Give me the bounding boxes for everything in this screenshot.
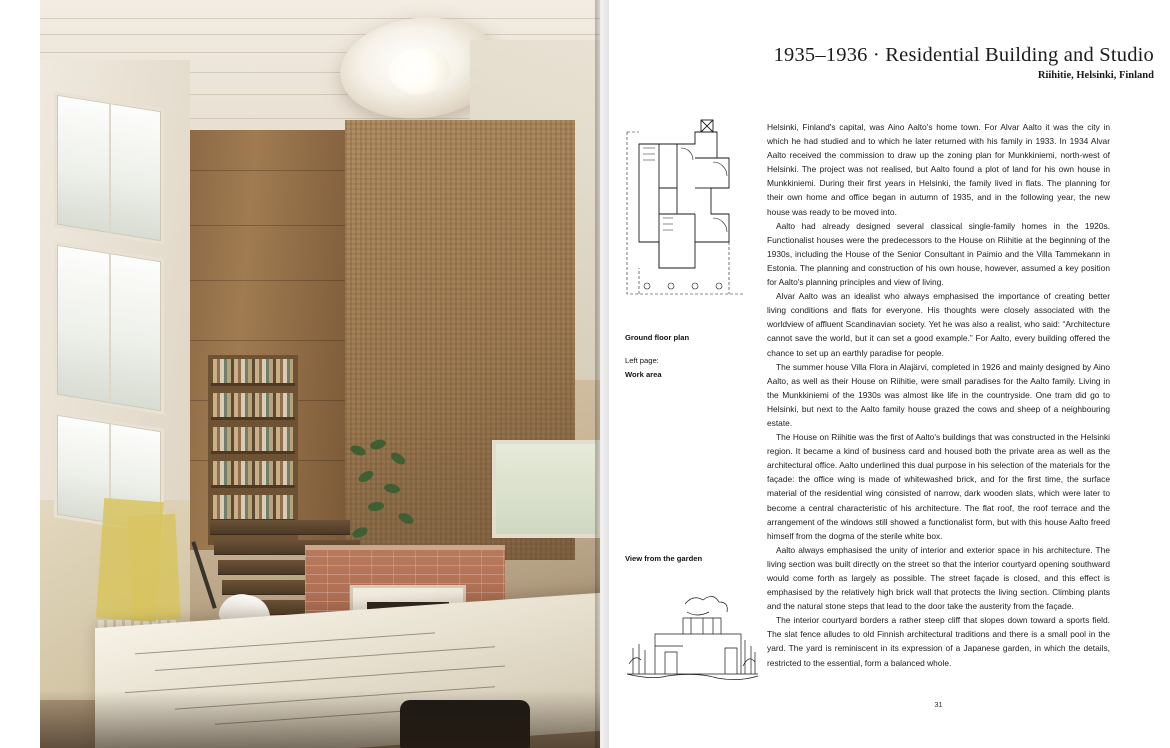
ground-floor-plan-drawing <box>625 118 750 313</box>
work-area-photograph <box>40 0 600 748</box>
page-title: 1935–1936 · Residential Building and Studio <box>773 44 1154 66</box>
article-body <box>767 120 1110 670</box>
yellow-board-2 <box>127 514 180 621</box>
paragraph: Aalto had already designed several classical single-family homes in the 1920s. Functionalist houses were the predecessors to the House on Riihitie at the beginning of the 1930s, including the House of the Senior Consultant in Paimio and the Villa Tammekann in Estonia. The planning and construction of his own house, however, assumed a key position for Aalto's planning principles and view of living. <box>767 220 1110 288</box>
paragraph: Aalto always emphasised the unity of interior and exterior space in his architecture. The living section was built directly on the street so that the interior courtyard opening southward would come forth as largely as possible. The street façade is closed, and this effect is emphasised by the relatively high brick wall that protects the living section. Climbing plants and the natural stone steps that lead to the door take the austerity from the façade. <box>767 544 1110 612</box>
bookshelf <box>208 355 298 545</box>
paragraph: The interior courtyard borders a rather steep cliff that slopes down toward a sports field. The slat fence alludes to old Finnish architectural traditions and there is a small pool in the yard. The yard is reminiscent in its expression of a Japanese garden, in which the details, restricted to the essential, form a balanced whole. <box>767 615 1110 668</box>
caption-ground-floor-plan: Ground floor plan <box>625 333 690 342</box>
paragraph: The summer house Villa Flora in Alajärvi, completed in 1926 and mainly designed by Aino Aalto, as well as their House on Riihitie, were small paradises for the Aalto family. Living in the Munkkiniemi of the 1930s was almost like life in the countryside. One tram did go to Helsinki, but next to the Aalto family house grazed the cows and sheep of a neighbouring estate. <box>767 361 1110 428</box>
page-subtitle: Riihitie, Helsinki, Finland <box>1037 70 1154 81</box>
page-number: 31 <box>934 700 943 709</box>
caption-work-area: Work area <box>625 370 662 379</box>
caption-view-from-garden: View from the garden <box>625 554 703 563</box>
right-text-page <box>609 0 1170 748</box>
lamp-bulb <box>386 45 452 97</box>
garden-window <box>492 440 600 538</box>
paragraph: Alvar Aalto was an idealist who always emphasised the importance of creating better living conditions and flats for everyone. His thoughts were closely associated with the worldview of affluent Scandinavian society. Yet he was also a realist, who said: “Architecture cannot save the world, but it can set a good example.” For Aalto, every building offered the chance to set up an earthly paradise for people. <box>767 291 1110 358</box>
left-photo-page <box>40 0 600 748</box>
window-upper <box>54 91 164 244</box>
caption-left-page: Left page: <box>625 356 659 365</box>
foreground-shadow <box>40 690 600 748</box>
garden-elevation-drawing <box>625 578 760 688</box>
book-gutter <box>595 0 609 748</box>
window-middle <box>54 241 164 414</box>
paragraph: Helsinki, Finland's capital, was Aino Aalto's home town. For Alvar Aalto it was the city in which he had studied and to which he later returned with his family in 1933. In 1934 Alvar Aalto received the commission to draw up the zoning plan for Munkkiniemi, north-west of Helsinki. The project was not realised, but Aalto found a plot of land for his own house in Munkkiniemi. During their first years in Helsinki, the family lived in flats. The planning for their own home and office began in autumn of 1935, and in the following year, the new house was ready to be moved into. <box>767 122 1110 217</box>
paragraph: The House on Riihitie was the first of Aalto's buildings that was constructed in the Helsinki region. It became a kind of business card and housed both the private area as well as the architectural office. Aalto underlined this dual purpose in his selection of the materials for the façade: the office wing is made of whitewashed brick, and for the first time, the surface material of the residential wing consisted of narrow, dark wooden slats, which were later to become a central characteristic of his architecture. The flat roof, the roof terrace and the arrangement of the windows still showed a functionalist form, but with this house Aalto freed himself from the dogma of the sterile white box. <box>767 432 1110 541</box>
